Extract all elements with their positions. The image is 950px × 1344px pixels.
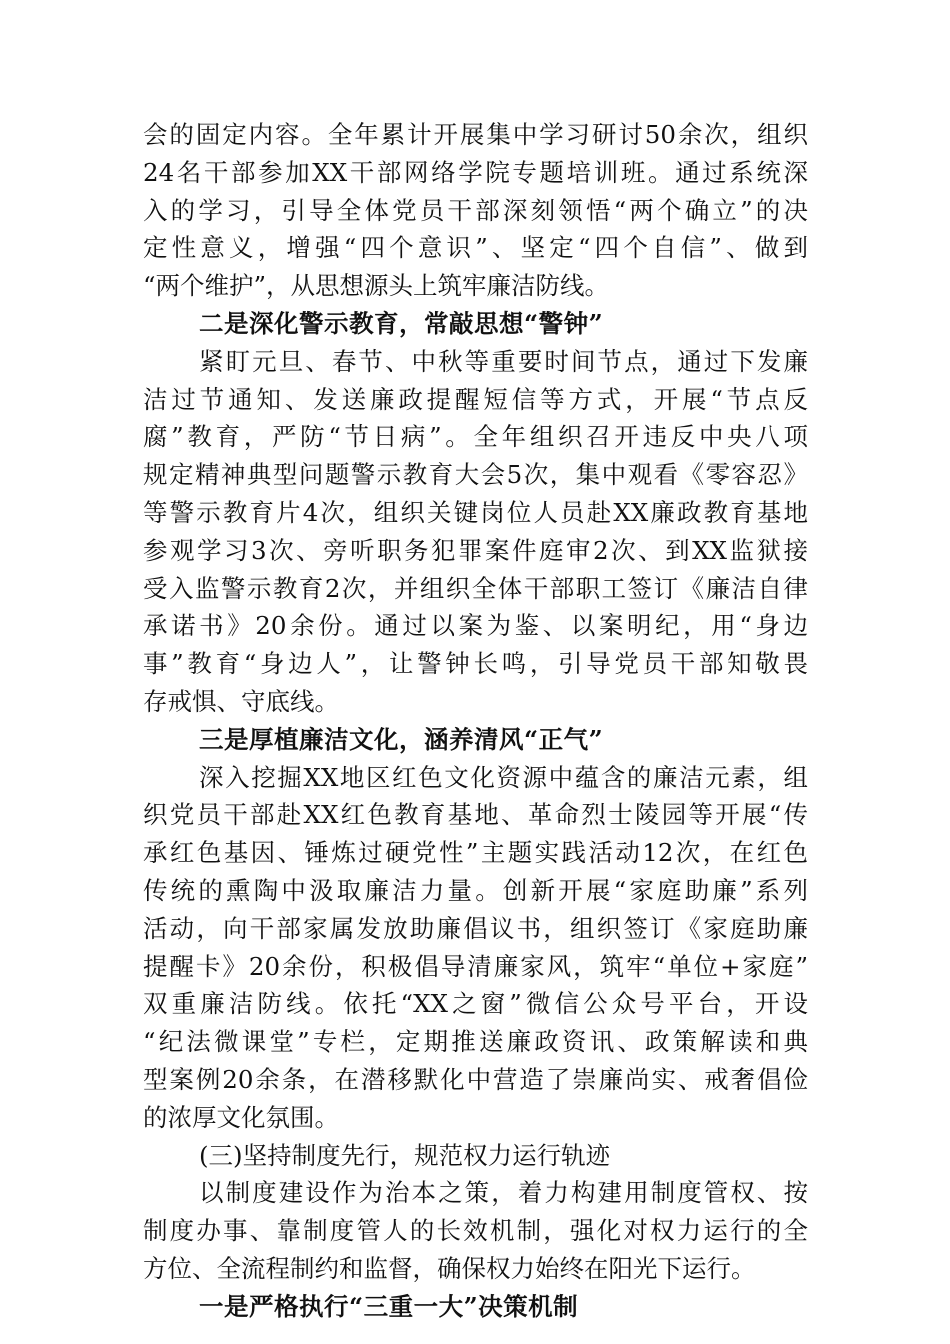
text-line: 受入监警示教育2次，并组织全体干部职工签订《廉洁自律 <box>143 573 808 603</box>
section-heading-system-first: (三)坚持制度先行，规范权力运行轨迹 <box>199 1140 611 1170</box>
text-line: 方位、全流程制约和监督，确保权力始终在阳光下运行。 <box>143 1253 756 1283</box>
text-line: 双重廉洁防线。依托“XX之窗”微信公众号平台，开设 <box>143 989 808 1019</box>
text-line: 存戒惧、守底线。 <box>143 686 339 716</box>
text-line: 承诺书》20余份。通过以案为鉴、以案明纪，用“身边 <box>143 611 808 641</box>
paragraph-clean-culture <box>143 759 808 1137</box>
text-line: 的浓厚文化氛围。 <box>143 1102 339 1132</box>
text-line: 深入挖掘XX地区红色文化资源中蕴含的廉洁元素，组 <box>199 762 808 792</box>
text-line: 参观学习3次、旁听职务犯罪案件庭审2次、到XX监狱接 <box>143 535 808 565</box>
heading-decision-mechanism: 一是严格执行“三重一大”决策机制 <box>199 1291 579 1321</box>
text-line: 紧盯元旦、春节、中秋等重要时间节点，通过下发廉 <box>199 346 808 376</box>
text-line: 会的固定内容。全年累计开展集中学习研讨50余次，组织 <box>143 120 808 149</box>
text-line: “两个维护”，从思想源头上筑牢廉洁防线。 <box>143 271 610 301</box>
text-line: 入的学习，引导全体党员干部深刻领悟“两个确立”的决 <box>143 195 808 225</box>
text-line: 腐”教育，严防“节日病”。全年组织召开违反中央八项 <box>143 422 808 452</box>
text-line: 承红色基因、锤炼过硬党性”主题实践活动12次，在红色 <box>143 838 808 868</box>
text-line: 制度办事、靠制度管人的长效机制，强化对权力运行的全 <box>143 1216 808 1246</box>
paragraph-intro <box>143 116 808 305</box>
text-line: 以制度建设作为治本之策，着力构建用制度管权、按 <box>199 1178 808 1208</box>
document-body <box>143 116 808 1326</box>
paragraph-warning-education <box>143 343 808 721</box>
text-line: 织党员干部赴XX红色教育基地、革命烈士陵园等开展“传 <box>143 800 808 830</box>
text-line: 传统的熏陶中汲取廉洁力量。创新开展“家庭助廉”系列 <box>143 875 808 905</box>
paragraph-system-first <box>143 1174 808 1287</box>
text-line: “纪法微课堂”专栏，定期推送廉政资讯、政策解读和典 <box>143 1027 808 1057</box>
text-line: 提醒卡》20余份，积极倡导清廉家风，筑牢“单位+家庭” <box>143 951 808 981</box>
heading-warning-education: 二是深化警示教育，常敲思想“警钟” <box>199 308 604 338</box>
text-line: 等警示教育片4次，组织关键岗位人员赴XX廉政教育基地 <box>143 497 808 527</box>
text-line: 定性意义，增强“四个意识”、坚定“四个自信”、做到 <box>143 233 808 263</box>
text-line: 型案例20余条，在潜移默化中营造了崇廉尚实、戒奢倡俭 <box>143 1064 808 1094</box>
text-line: 洁过节通知、发送廉政提醒短信等方式，开展“节点反 <box>143 384 808 414</box>
heading-clean-culture: 三是厚植廉洁文化，涵养清风“正气” <box>199 724 604 754</box>
text-line: 24名干部参加XX干部网络学院专题培训班。通过系统深 <box>143 157 808 187</box>
text-line: 活动，向干部家属发放助廉倡议书，组织签订《家庭助廉 <box>143 913 808 943</box>
text-line: 规定精神典型问题警示教育大会5次，集中观看《零容忍》 <box>143 460 808 490</box>
text-line: 事”教育“身边人”，让警钟长鸣，引导党员干部知敬畏 <box>143 649 808 679</box>
